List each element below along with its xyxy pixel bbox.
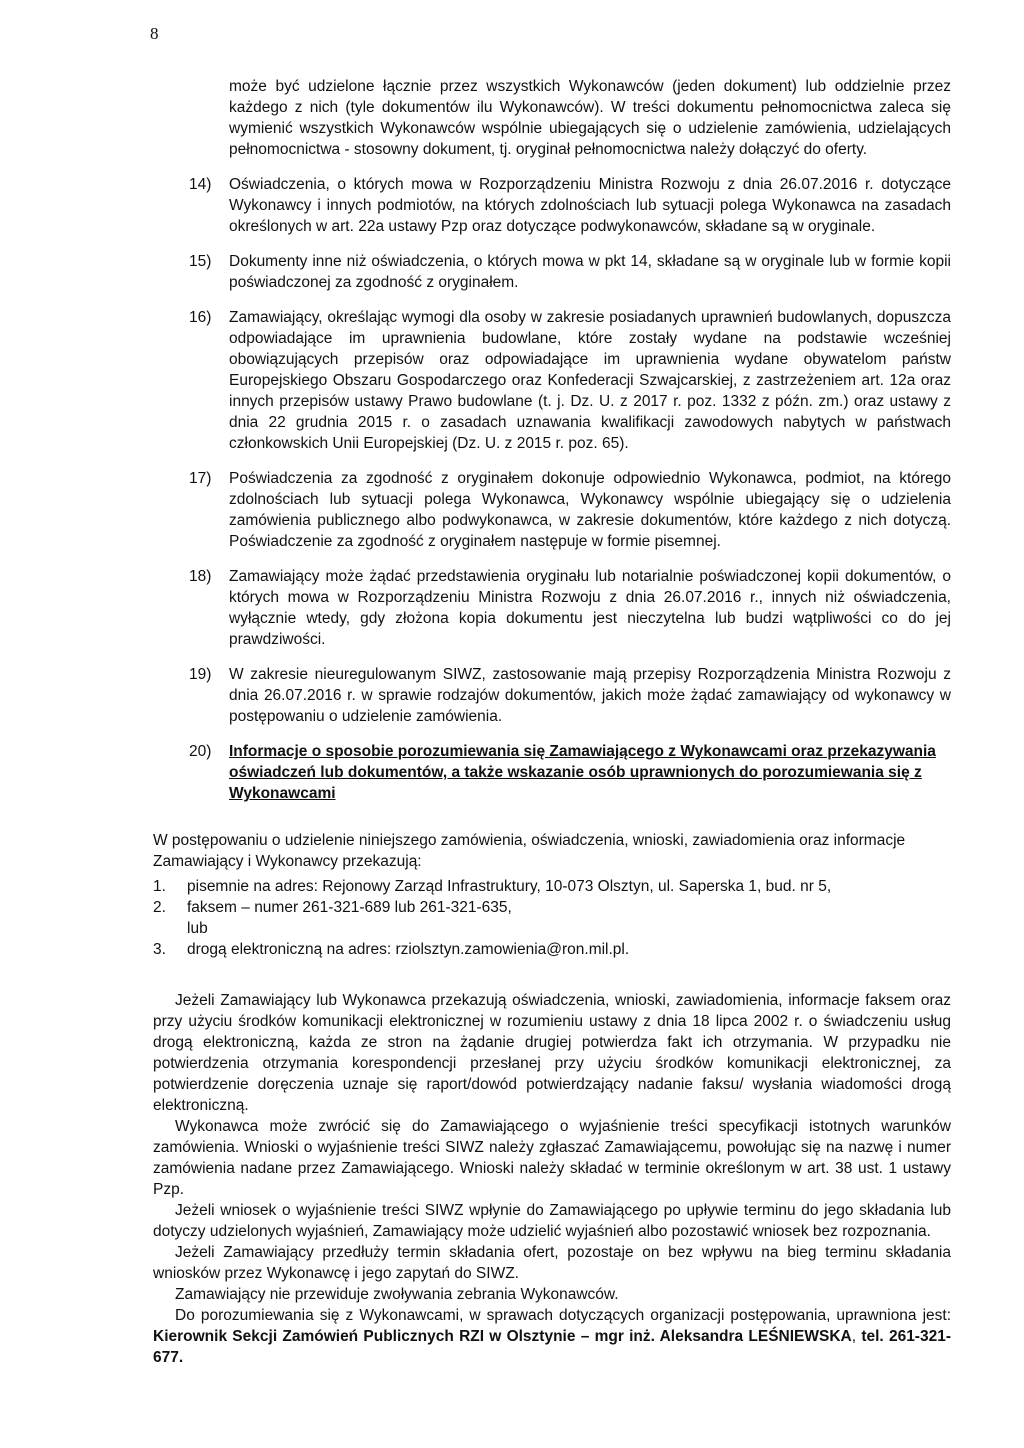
list-item-15	[153, 251, 951, 293]
list-item-19	[153, 664, 951, 727]
item-text: W zakresie nieuregulowanym SIWZ, zastosowanie mają przepisy Rozporządzenia Ministra Rozwoju z dnia 26.07.2016 r. w sprawie rodzajów dokumentów, jakich może żądać zamawiający od wykonawcy w postępowaniu o udzielenie zamówienia.	[229, 666, 951, 725]
list-item-16	[153, 307, 951, 454]
paragraphs	[153, 990, 951, 1368]
item-text: Zamawiający może żądać przedstawienia oryginału lub notarialnie poświadczonej kopii dokumentów, o których mowa w Rozporządzeniu Ministra Rozwoju z dnia 26.07.2016 r., innych niż oświadczenia, wyłącznie wtedy, gdy złożona kopia dokumentu jest nieczytelna lub budzi wątpliwości co do jej prawdziwości.	[229, 568, 951, 648]
list-item-17	[153, 468, 951, 552]
contact-person: Kierownik Sekcji Zamówień Publicznych RZI w Olsztynie – mgr inż. Aleksandra LEŚNIEWSKA	[153, 1328, 852, 1345]
item-number: 19)	[189, 666, 212, 683]
list-number: 2.	[153, 899, 166, 916]
paragraph: Jeżeli Zamawiający przedłuży termin składania ofert, pozostaje on bez wpływu na bieg terminu składania wniosków przez Wykonawcę i jego zapytań do SIWZ.	[153, 1244, 951, 1282]
contact-phone: tel. 261-321-677.	[153, 1328, 951, 1366]
page-number: 8	[150, 24, 159, 43]
paragraph: Zamawiający nie przewiduje zwoływania zebrania Wykonawców.	[175, 1286, 619, 1303]
contact-separator: ,	[851, 1328, 862, 1345]
item-13-continuation: może być udzielone łącznie przez wszystkich Wykonawców (jeden dokument) lub oddzielnie przez każdego z nich (tyle dokumentów ilu Wykonawców). W treści dokumentu pełnomocnictwa zaleca się wymienić wszystkich Wykonawców wspólnie ubiegających się o udzielenie zamówienia, udzielających pełnomocnictwa - stosowny dokument, tj. oryginał pełnomocnictwa należy dołączyć do oferty.	[229, 78, 951, 158]
list-item-14	[153, 174, 951, 237]
list-item	[153, 876, 951, 897]
contact-prefix: Do porozumiewania się z Wykonawcami, w sprawach dotyczących organizacji postępowania, uprawniona jest:	[175, 1307, 951, 1324]
list-text: drogą elektroniczną na adres: rziolsztyn.zamowienia@ron.mil.pl.	[187, 941, 630, 958]
paragraph: Jeżeli wniosek o wyjaśnienie treści SIWZ wpłynie do Zamawiającego po upływie terminu do jego składania lub dotyczy udzielonych wyjaśnień, Zamawiający może udzielić wyjaśnień albo pozostawić wniosek bez rozpoznania.	[153, 1202, 951, 1240]
item-number: 16)	[189, 309, 212, 326]
item-number: 15)	[189, 253, 212, 270]
paragraph: Jeżeli Zamawiający lub Wykonawca przekazują oświadczenia, wnioski, zawiadomienia, informacje faksem oraz przy użyciu środków komunikacji elektronicznej w rozumieniu ustawy z dnia 18 lipca 2002 r. o świadczeniu usług drogą elektroniczną, każda ze stron na żądanie drugiej potwierdza fakt ich otrzymania. W przypadku nie potwierdzenia otrzymania korespondencji przesłanej przy użyciu środków komunikacji elektronicznej, za potwierdzenie doręczenia uznaje się raport/dowód potwierdzający nadanie faksu/ wysłania wiadomości drogą elektroniczną.	[153, 992, 951, 1114]
list-text: pisemnie na adres: Rejonowy Zarząd Infrastruktury, 10-073 Olsztyn, ul. Saperska 1, bud. nr 5,	[187, 878, 832, 895]
item-text: Dokumenty inne niż oświadczenia, o których mowa w pkt 14, składane są w oryginale lub w formie kopii poświadczonej za zgodność z oryginałem.	[229, 253, 951, 291]
item-number: 18)	[189, 568, 212, 585]
document-body	[153, 76, 951, 1368]
item-text: Oświadczenia, o których mowa w Rozporządzeniu Ministra Rozwoju z dnia 26.07.2016 r. dotyczące Wykonawcy i innych podmiotów, na których zdolnościach lub sytuacji polega Wykonawca na zasadach określonych w art. 22a ustawy Pzp oraz dotyczące podwykonawców, składane są w oryginale.	[229, 176, 951, 235]
item-text: Zamawiający, określając wymogi dla osoby w zakresie posiadanych uprawnień budowlanych, dopuszcza odpowiadające im uprawnienia budowlane, które zostały wydane na podstawie wcześniej obowiązujących przepisów oraz odpowiadające im uprawnienia wydane obywatelom państw Europejskiego Obszaru Gospodarczego oraz Konfederacji Szwajcarskiej, z zastrzeżeniem art. 12a oraz innych przepisów ustawy Prawo budowlane (t. j. Dz. U. z 2017 r. poz. 1332 z późn. zm.) oraz ustawy z dnia 22 grudnia 2015 r. o zasadach uznawania kwalifikacji zawodowych nabytych w państwach członkowskich Unii Europejskiej (Dz. U. z 2015 r. poz. 65).	[229, 309, 951, 452]
item-number: 14)	[189, 176, 212, 193]
contact-paragraph	[153, 1305, 951, 1368]
list-item	[153, 939, 951, 960]
item-text: Poświadczenia za zgodność z oryginałem dokonuje odpowiednio Wykonawca, podmiot, na którego zdolnościach lub sytuacji polega Wykonawca, Wykonawcy wspólnie ubiegający się o udzielenia zamówienia publicznego albo podwykonawca, w zakresie dokumentów, które każdego z nich dotyczą. Poświadczenie za zgodność z oryginałem następuje w formie pisemnej.	[229, 470, 951, 550]
list-number: 1.	[153, 878, 166, 895]
section-heading-text: Informacje o sposobie porozumiewania się Zamawiającego z Wykonawcami oraz przekazywania oświadczeń lub dokumentów, a także wskazanie osób uprawnionych do porozumiewania się z Wykonawcami	[229, 743, 936, 802]
list-number: 3.	[153, 941, 166, 958]
section-20-heading	[153, 741, 951, 804]
item-number: 17)	[189, 470, 212, 487]
list-text: faksem – numer 261-321-689 lub 261-321-635,	[187, 899, 512, 916]
paragraph: Wykonawca może zwrócić się do Zamawiającego o wyjaśnienie treści specyfikacji istotnych warunków zamówienia. Wnioski o wyjaśnienie treści SIWZ należy zgłaszać Zamawiającemu, powołując się na nazwę i numer zamówienia nadane przez Zamawiającego. Wnioski należy składać w terminie określonym w art. 38 ust. 1 ustawy Pzp.	[153, 1118, 951, 1198]
list-item-18	[153, 566, 951, 650]
list-or: lub	[187, 920, 208, 937]
item-number: 20)	[189, 743, 212, 760]
channel-list	[153, 876, 951, 960]
list-item	[153, 897, 951, 918]
intro-paragraph: W postępowaniu o udzielenie niniejszego zamówienia, oświadczenia, wnioski, zawiadomienia oraz informacje Zamawiający i Wykonawcy przekazują:	[153, 832, 906, 870]
